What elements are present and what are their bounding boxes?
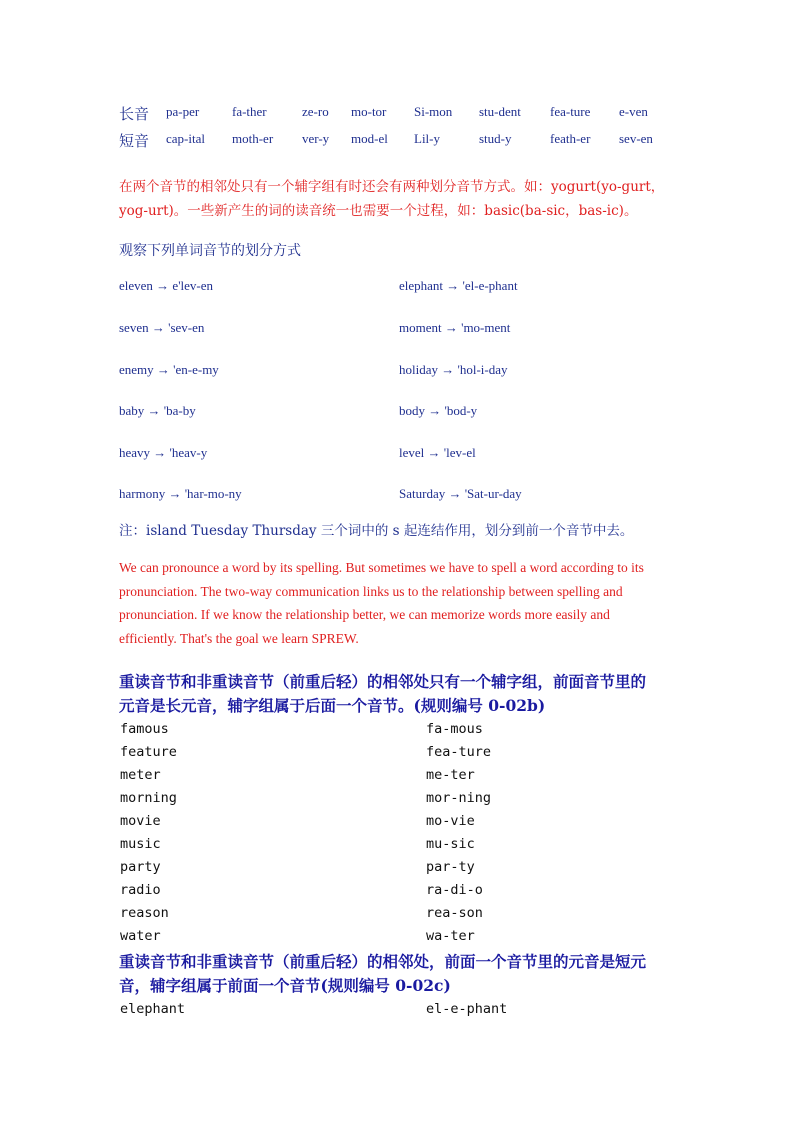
long-word: ze-ro xyxy=(302,104,329,119)
short-word: ver-y xyxy=(302,131,330,146)
word: radio xyxy=(120,882,161,898)
word-split: mu-sic xyxy=(426,836,475,852)
long-vowel-label: 长音 xyxy=(119,105,150,123)
paragraph-line: We can pronounce a word by its spelling. But sometimes we have to spell a word according to its xyxy=(119,560,644,575)
pair-right: level → 'lev-el xyxy=(399,445,476,460)
short-word: Lil-y xyxy=(414,131,440,146)
long-word: pa-per xyxy=(166,104,200,119)
observe-heading: 观察下列单词音节的划分方式 xyxy=(119,243,301,259)
word-split: mor-ning xyxy=(426,790,492,806)
short-word: stud-y xyxy=(479,131,512,146)
pair-left: heavy → 'heav-y xyxy=(119,445,208,460)
word: morning xyxy=(120,790,177,806)
long-word: fa-ther xyxy=(232,104,267,119)
pair-left: eleven → e'lev-en xyxy=(119,278,214,293)
word: music xyxy=(120,836,161,852)
word: famous xyxy=(120,721,169,737)
word-split: el-e-phant xyxy=(426,1001,508,1017)
word-split: fa-mous xyxy=(426,721,483,737)
long-word: fea-ture xyxy=(550,104,591,119)
pair-right: Saturday → 'Sat-ur-day xyxy=(399,486,522,501)
word-split: fea-ture xyxy=(426,744,492,760)
pair-left: baby → 'ba-by xyxy=(119,403,196,418)
word: party xyxy=(120,859,161,875)
pair-left: seven → 'sev-en xyxy=(119,320,205,335)
long-word: mo-tor xyxy=(351,104,387,119)
red-note-line: 在两个音节的相邻处只有一个辅字组有时还会有两种划分音节方式。如：yogurt(yo-gurt， xyxy=(119,179,665,195)
word-split: mo-vie xyxy=(426,813,475,829)
pair-right: holiday → 'hol-i-day xyxy=(399,362,508,377)
pair-right: moment → 'mo-ment xyxy=(399,320,511,335)
short-word: feath-er xyxy=(550,131,591,146)
pair-left: harmony → 'har-mo-ny xyxy=(119,486,242,501)
red-note-line: yog-urt)。一些新产生的词的读音统一也需要一个过程，如：basic(ba-sic，bas-ic)。 xyxy=(119,203,638,219)
paragraph-line: pronunciation. The two-way communication links us to the relationship between spelling and xyxy=(119,584,623,599)
word-split: wa-ter xyxy=(426,928,475,944)
word: reason xyxy=(120,905,169,921)
long-word: stu-dent xyxy=(479,104,521,119)
pair-right: body → 'bod-y xyxy=(399,403,478,418)
rule-b-heading: 元音是长元音，辅字组属于后面一个音节。(规则编号 0-02b) xyxy=(119,696,546,715)
paragraph-line: pronunciation. If we know the relationship better, we can memorize words more easily and xyxy=(119,607,610,622)
rule-c-heading: 重读音节和非重读音节（前重后轻）的相邻处，前面一个音节里的元音是短元 xyxy=(119,952,647,971)
short-word: mod-el xyxy=(351,131,388,146)
short-word: sev-en xyxy=(619,131,653,146)
word: feature xyxy=(120,744,177,760)
paragraph-line: efficiently. That's the goal we learn SPREW. xyxy=(119,631,359,646)
short-word: moth-er xyxy=(232,131,274,146)
long-word: Si-mon xyxy=(414,104,453,119)
word: elephant xyxy=(120,1001,186,1017)
short-word: cap-ital xyxy=(166,131,205,146)
rule-c-heading: 音，辅字组属于前面一个音节(规则编号 0-02c) xyxy=(119,976,451,995)
word: water xyxy=(120,928,161,944)
pair-left: enemy → 'en-e-my xyxy=(119,362,219,377)
pair-right: elephant → 'el-e-phant xyxy=(399,278,518,293)
note-line: 注：island Tuesday Thursday 三个词中的 s 起连结作用，划分到前一个音节中去。 xyxy=(119,523,634,539)
short-vowel-label: 短音 xyxy=(119,132,150,150)
word-split: rea-son xyxy=(426,905,483,921)
long-word: e-ven xyxy=(619,104,648,119)
word: movie xyxy=(120,813,161,829)
word: meter xyxy=(120,767,161,783)
word-split: ra-di-o xyxy=(426,882,483,898)
word-split: me-ter xyxy=(426,767,475,783)
word-split: par-ty xyxy=(426,859,475,875)
rule-b-heading: 重读音节和非重读音节（前重后轻）的相邻处只有一个辅字组，前面音节里的 xyxy=(119,672,647,691)
